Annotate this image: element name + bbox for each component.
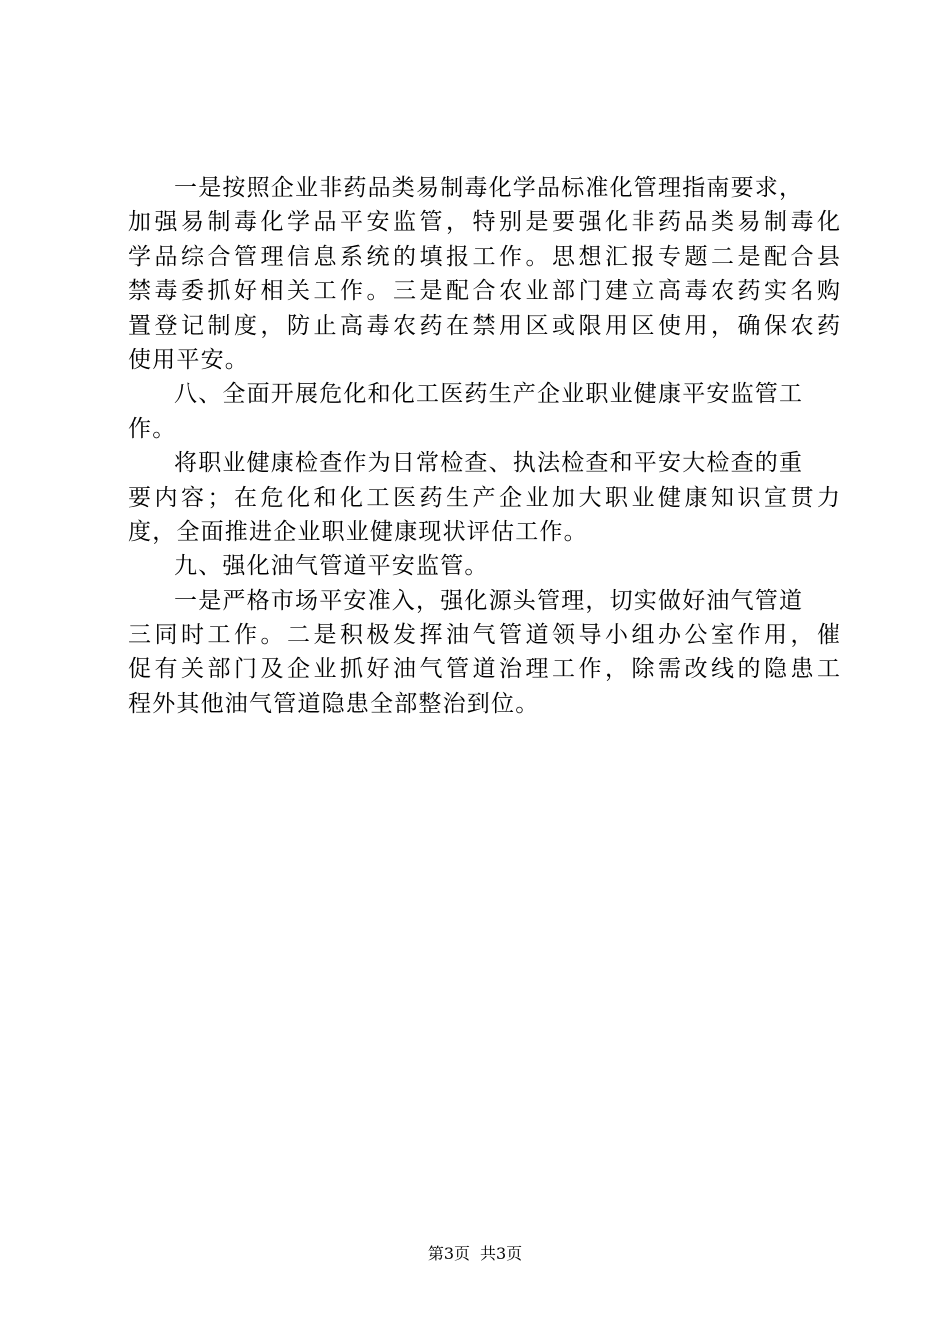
page-footer <box>0 1244 950 1264</box>
section-heading: 八、全面开展危化和化工医药生产企业职业健康平安监管工 <box>174 381 804 408</box>
text-line: 程外其他油气管道隐患全部整治到位。 <box>128 690 540 717</box>
document-body <box>128 171 840 721</box>
text-line: 促有关部门及企业抓好油气管道治理工作，除需改线的隐患工 <box>128 656 840 683</box>
text-line: 一是严格市场平安准入，强化源头管理，切实做好油气管道 <box>174 587 804 614</box>
text-line: 三同时工作。二是积极发挥油气管道领导小组办公室作用，催 <box>128 622 840 649</box>
text-line: 将职业健康检查作为日常检查、执法检查和平安大检查的重 <box>174 450 804 477</box>
text-line: 作。 <box>128 415 177 442</box>
text-line: 度，全面推进企业职业健康现状评估工作。 <box>128 518 588 545</box>
section-heading: 九、强化油气管道平安监管。 <box>174 553 489 580</box>
text-line: 加强易制毒化学品平安监管，特别是要强化非药品类易制毒化 <box>128 209 840 236</box>
page-number: 第3页 <box>427 1244 470 1263</box>
text-line: 学品综合管理信息系统的填报工作。思想汇报专题二是配合县 <box>128 243 840 270</box>
text-line: 置登记制度，防止高毒农药在禁用区或限用区使用，确保农药 <box>128 312 840 339</box>
page-total: 共3页 <box>480 1244 523 1263</box>
text-line: 使用平安。 <box>128 346 249 373</box>
text-line: 要内容；在危化和化工医药生产企业加大职业健康知识宣贯力 <box>128 484 840 511</box>
text-line: 禁毒委抓好相关工作。三是配合农业部门建立高毒农药实名购 <box>128 278 840 305</box>
text-line: 一是按照企业非药品类易制毒化学品标准化管理指南要求， <box>174 175 804 201</box>
